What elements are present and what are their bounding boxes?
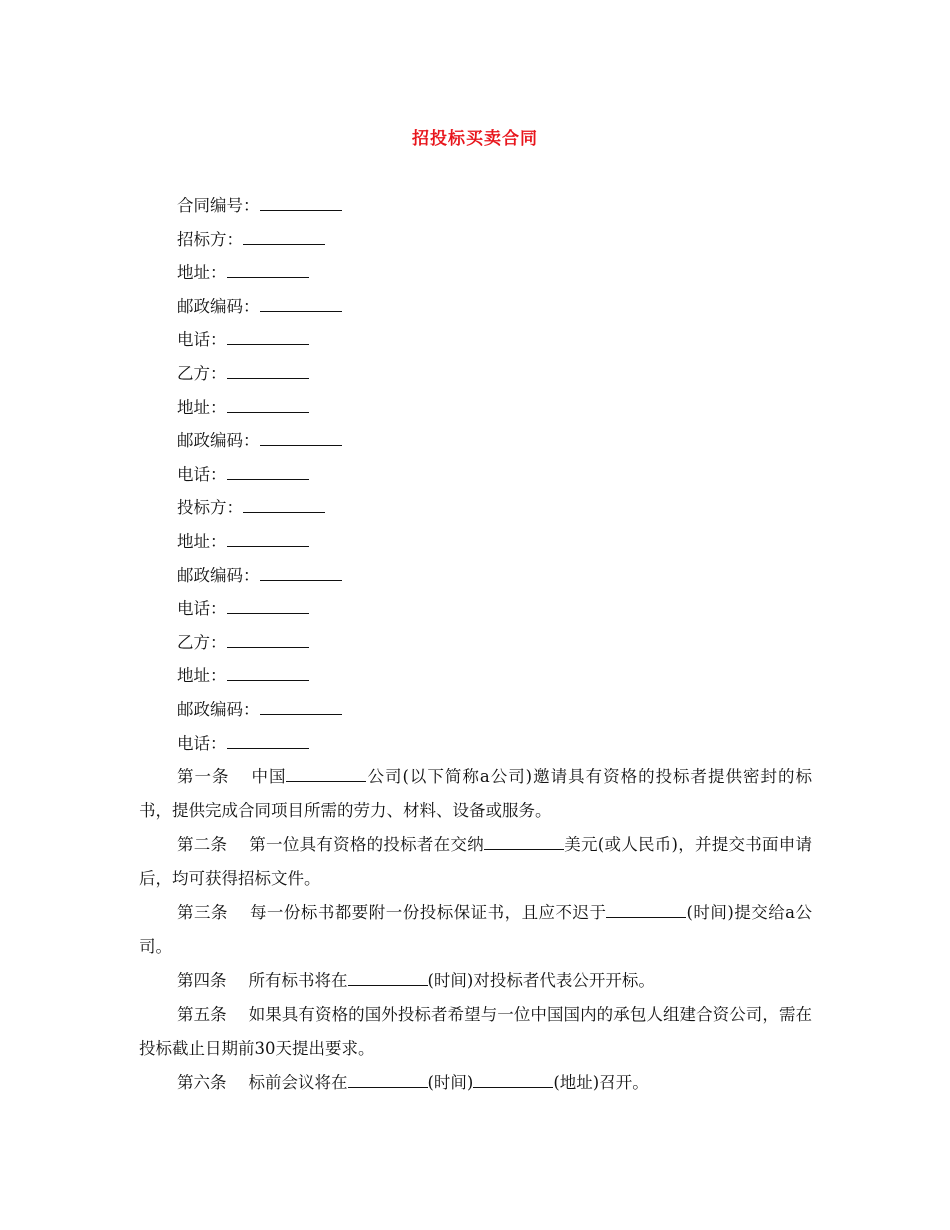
field-blank[interactable] [227,329,309,345]
field-blank[interactable] [243,229,325,245]
article-blank[interactable] [484,834,564,850]
field-label: 电话： [177,599,227,619]
field-blank[interactable] [260,430,342,446]
article-text: 美元(或人民币)，并提交书面申请后，均可获得招标文件。 [139,835,813,888]
field-blank[interactable] [227,632,309,648]
field-label: 电话： [177,464,227,484]
field-blank[interactable] [260,565,342,581]
field-label: 合同编号： [177,196,260,215]
article-text: (时间)对投标者代表公开开标。 [427,971,655,990]
party-fields [177,193,342,764]
field-label: 邮政编码： [177,565,260,585]
article-title: 第三条 [177,903,228,922]
field-blank[interactable] [260,296,342,312]
field-address [177,529,342,563]
field-phone [177,462,342,496]
field-blank[interactable] [227,665,309,681]
article-6 [139,1066,812,1100]
field-postcode [177,697,342,731]
article-2 [139,828,812,896]
article-blank[interactable] [473,1072,553,1088]
field-blank[interactable] [227,363,309,379]
contract-articles [139,760,812,1100]
field-blank[interactable] [227,531,309,547]
article-title: 第一条 [177,767,230,786]
article-text: (时间)提交给a公司。 [139,903,813,956]
field-bidder [177,495,342,529]
article-blank[interactable] [286,766,366,782]
document-title: 招投标买卖合同 [412,129,538,149]
field-label: 电话： [177,330,227,350]
field-blank[interactable] [227,733,309,749]
field-postcode [177,294,342,328]
field-blank[interactable] [260,699,342,715]
field-contract-no [177,193,342,227]
field-postcode [177,563,342,597]
article-blank[interactable] [606,902,686,918]
field-address [177,395,342,429]
article-text: 每一份标书都要附一份投标保证书，且应不迟于 [249,903,607,922]
field-postcode [177,428,342,462]
field-label: 投标方： [177,498,243,518]
field-label: 乙方： [177,363,227,383]
article-text: (时间) [427,1073,474,1092]
article-title: 第六条 [177,1073,227,1092]
article-1 [139,760,812,828]
article-blank[interactable] [348,970,428,986]
field-blank[interactable] [243,497,325,513]
article-4 [139,964,812,998]
field-label: 邮政编码： [177,699,260,719]
field-party-b [177,630,342,664]
field-label: 邮政编码： [177,296,260,316]
field-label: 乙方： [177,632,227,652]
field-blank[interactable] [227,598,309,614]
field-blank[interactable] [227,397,309,413]
article-text: 如果具有资格的国外投标者希望与一位中国国内的承包人组建合资公司，需在投标截止日期前30天提出要求。 [139,1005,813,1058]
field-label: 招标方： [177,229,243,249]
field-party-b [177,361,342,395]
article-5 [139,998,812,1066]
article-text: 标前会议将在 [248,1073,348,1092]
field-phone [177,596,342,630]
article-text: (地址)召开。 [553,1073,649,1092]
article-text: 中国 [251,767,287,786]
field-label: 地址： [177,263,227,283]
field-tenderer [177,227,342,261]
field-blank[interactable] [227,262,309,278]
field-address [177,663,342,697]
field-label: 地址： [177,397,227,417]
field-label: 邮政编码： [177,431,260,451]
article-blank[interactable] [348,1072,428,1088]
field-blank[interactable] [227,464,309,480]
article-3 [139,896,812,964]
article-text: 第一位具有资格的投标者在交纳 [249,835,484,854]
field-blank[interactable] [260,195,342,211]
article-text: 公司(以下简称a公司)邀请具有资格的投标者提供密封的标书，提供完成合同项目所需的劳力、材料、设备或服务。 [139,767,813,820]
field-address [177,260,342,294]
article-text: 所有标书将在 [248,971,348,990]
article-title: 第四条 [177,971,227,990]
field-label: 地址： [177,531,227,551]
field-label: 地址： [177,666,227,686]
article-title: 第二条 [177,835,228,854]
field-label: 电话： [177,733,227,753]
article-title: 第五条 [177,1005,227,1024]
field-phone [177,327,342,361]
